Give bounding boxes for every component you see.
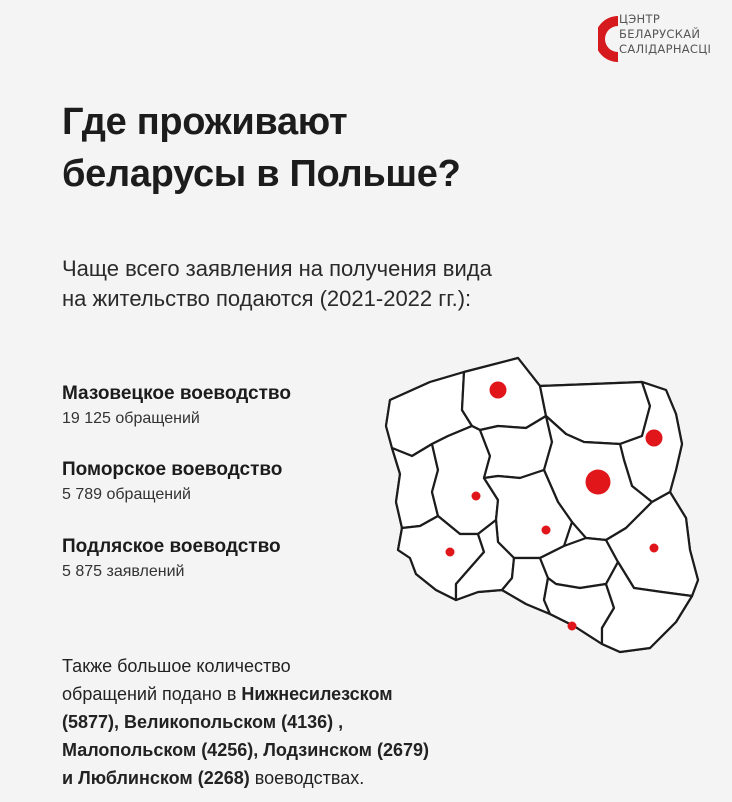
stat-pomorskie	[62, 458, 382, 506]
note-line-5	[62, 764, 542, 792]
note-line-1: Также большое количество	[62, 656, 291, 676]
stat-mazowieckie	[62, 382, 382, 430]
title-line-1: Где проживают	[62, 101, 348, 143]
logo-mark-icon	[598, 14, 620, 64]
note-bold: Малопольском (4256), Лодзинском (2679)	[62, 740, 430, 760]
dot-wielkopolskie	[472, 492, 481, 501]
note-text: обращений подано в	[62, 684, 242, 704]
title-line-2: беларусы в Польше?	[62, 153, 461, 195]
logo-line-2: БЕЛАРУСКАЙ	[619, 27, 701, 41]
logo-line-3: САЛІДАРНАСЦІ	[619, 42, 712, 56]
region-lubuskie	[392, 444, 438, 528]
logo	[598, 12, 712, 66]
subtitle-line-2: на жительство подаются (2021-2022 гг.):	[62, 286, 472, 311]
logo-text	[619, 12, 711, 57]
note-line-2	[62, 680, 542, 708]
note-bold: и Люблинском (2268)	[62, 768, 250, 788]
poland-map	[380, 352, 700, 672]
dot-malopolskie	[568, 622, 577, 631]
note-line-4	[62, 736, 542, 764]
page-title	[62, 96, 582, 200]
note-bold: (5877), Великопольском (4136) ,	[62, 712, 344, 732]
stat-name: Подляское воеводство	[62, 536, 281, 557]
dot-lodzkie	[542, 526, 551, 535]
stat-podlaskie	[62, 535, 382, 583]
subtitle	[62, 254, 622, 314]
stat-count: 19 125 обращений	[62, 410, 200, 427]
dot-dolnoslaskie	[446, 548, 455, 557]
dot-podlaskie	[646, 430, 663, 447]
dot-lubelskie	[650, 544, 659, 553]
note-line-3	[62, 708, 542, 736]
stat-name: Поморское воеводство	[62, 459, 283, 480]
stat-count: 5 789 обращений	[62, 486, 191, 503]
note-text: воеводствах.	[249, 768, 365, 788]
dot-mazowieckie	[586, 470, 611, 495]
dot-pomorskie	[490, 382, 507, 399]
footnote	[62, 652, 542, 792]
stat-name: Мазовецкое воеводство	[62, 383, 291, 404]
logo-line-1: ЦЭНТР	[619, 12, 661, 26]
note-bold: Нижнесилезском	[241, 684, 393, 704]
stat-count: 5 875 заявлений	[62, 563, 185, 580]
subtitle-line-1: Чаще всего заявления на получения вида	[62, 256, 492, 281]
